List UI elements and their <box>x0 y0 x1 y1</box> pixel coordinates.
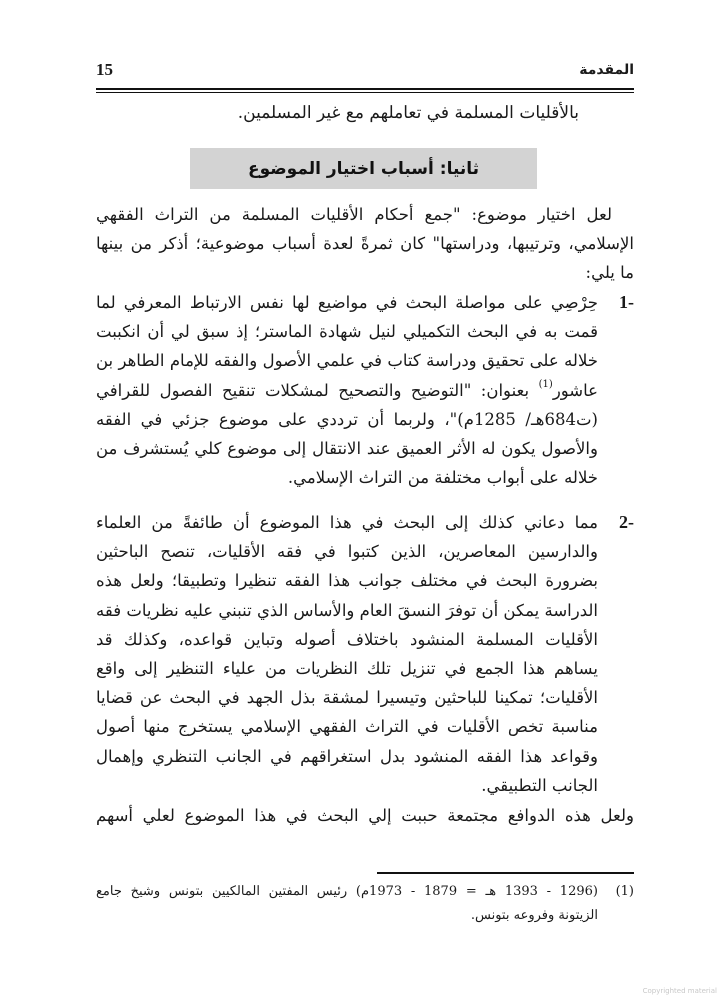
item-line: خلاله على تحقيق ودراسة كتاب في علمي الأصول والفقه للإمام الطاهر بن <box>96 351 598 371</box>
item-line: مما دعاني كذلك إلى البحث في هذا الموضوع أن طائفةً من العلماء <box>96 513 598 532</box>
list-item-2 <box>96 508 634 800</box>
list-item-number: 2- <box>619 512 634 532</box>
item-line: وقواعد هذا الفقه المنشود بدل استغراقهم في الجانب التنظري وإهمال <box>96 746 598 766</box>
item-line: الدراسة يمكن أن توفرَ النسقَ العام والأساس الذي تنبني عليه نظريات فقه <box>96 600 598 620</box>
item-line: والأصول يكون له الأثر العميق عند الانتقال إلى موضوع كلي يُستشرف من <box>96 438 598 458</box>
item-line: الأقليات؛ تمكينا للباحثين وتيسيرا لمشقة بذل الجهد في البحث عن قضايا <box>96 688 598 708</box>
copyright-watermark: Copyrighted material <box>642 987 717 995</box>
item-line: قمت به في البحث التكميلي لنيل شهادة الماستر؛ إذ سبق لي أن انكببت <box>96 322 598 342</box>
section-heading-box <box>190 148 537 189</box>
footnote-number: (1) <box>615 884 634 899</box>
item-line: يساهم هذا الجمع في تنزيل تلك النظريات من علياء التنظير إلى واقع <box>96 658 598 678</box>
author-name: عاشور <box>552 380 598 400</box>
item-line-rest: بعنوان: "التوضيح والتصحيح لمشكلات تنقيح الفصول للقرافي <box>96 380 530 400</box>
footnote <box>96 880 634 928</box>
closing-line: ولعل هذه الدوافع مجتمعة حببت إلي البحث في هذا الموضوع لعلي أسهم <box>96 806 634 825</box>
item-line: (ت684هـ/ 1285م)"، ولربما أن ترددي على موضوع جزئي في الفقه <box>96 409 598 429</box>
item-line: والدارسين المعاصرين، الذين كتبوا في فقه الأقليات، تنصح الباحثين <box>96 542 598 562</box>
intro-line: ما يلي: <box>585 263 634 283</box>
item-line: بضرورة البحث في مختلف جوانب هذا الفقه تنظيرا وتطبيقا؛ ولعل هذه <box>96 571 598 591</box>
continuation-line: بالأقليات المسلمة في تعاملهم مع غير المسلمين. <box>237 103 579 123</box>
header-rule-thick <box>96 88 634 90</box>
footnote-separator <box>377 872 634 874</box>
intro-line: الإسلامي، وترتيبها، ودراستها" كان ثمرةً لعدة أسباب موضوعية؛ أذكر من بينها <box>96 234 634 254</box>
intro-paragraph <box>96 200 634 288</box>
header-rule-thin <box>96 92 634 93</box>
section-heading: ثانيا: أسباب اختيار الموضوع <box>247 158 480 179</box>
list-item-number: 1- <box>619 292 634 312</box>
item-line-with-footnote <box>96 376 598 405</box>
footnote-reference[interactable]: (1) <box>538 378 553 390</box>
item-line: الجانب التطبيقي. <box>481 775 598 795</box>
chapter-title: المقدمة <box>579 62 634 78</box>
footnote-line: الزيتونة وفروعه بتونس. <box>470 908 598 923</box>
item-line: مناسبة تخص الأقليات في التراث الفقهي الإسلامي يستخرج منها أصول <box>96 717 598 737</box>
page-number: 15 <box>96 60 113 79</box>
item-line: خلاله على أبواب مختلفة من التراث الإسلامي. <box>287 468 598 488</box>
running-header <box>96 60 634 82</box>
list-item-1 <box>96 288 634 492</box>
item-line: الأقليات المسلمة المنشود باختلاف أصوله وتباين قواعده، وكذلك قد <box>96 629 598 649</box>
intro-line: لعل اختيار موضوع: "جمع أحكام الأقليات المسلمة من التراث الفقهي <box>96 205 612 224</box>
closing-paragraph <box>96 801 634 830</box>
item-line: حِرْصِي على مواصلة البحث في مواضيع لها نفس الارتباط المعرفي لما <box>96 293 598 312</box>
footnote-line: (1296 - 1393 هـ = 1879 - 1973م) رئيس المفتين المالكيين بتونس وشيخ جامع <box>96 884 598 899</box>
